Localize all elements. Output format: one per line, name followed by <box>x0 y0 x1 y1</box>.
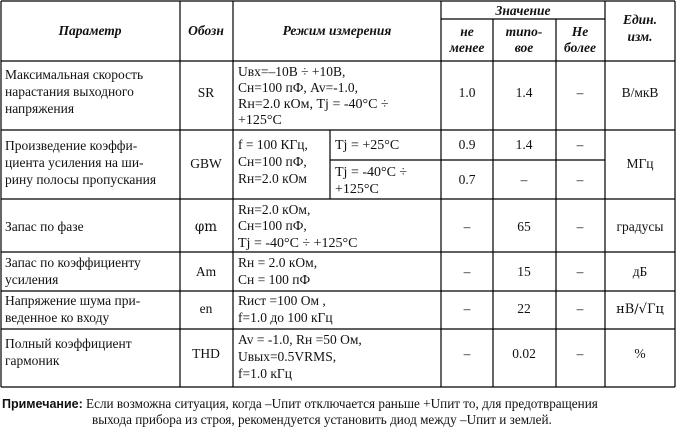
header-max-2: более <box>564 40 596 55</box>
row-en-symbol: en <box>199 301 213 316</box>
header-typ-1: типо- <box>505 24 543 39</box>
row-thd-param-2: гармоник <box>5 353 60 368</box>
row-gbw-cond-2a: Tj = -40°C ÷ <box>335 165 408 180</box>
row-en-mode-1: Rист =100 Ом , <box>238 293 326 308</box>
row-en-unit: нВ/√Гц <box>616 302 664 317</box>
row-pm-min: – <box>463 219 471 234</box>
row-gbw-symbol: GBW <box>190 156 222 171</box>
row-gbw-mode-3: Rн=2.0 кОм <box>238 171 307 186</box>
footnote-line-1 <box>2 396 678 412</box>
row-pm-mode-1: Rн=2.0 кОм, <box>238 202 311 217</box>
row-gbw-typ-1: 1.4 <box>515 137 533 152</box>
row-gbw-mode-2: Cн=100 пФ, <box>238 154 307 169</box>
row-thd-mode-3: f=1.0 кГц <box>238 366 292 381</box>
row-gbw-cond-2b: +125°C <box>335 182 379 197</box>
header-max-1: Не <box>571 24 589 39</box>
row-sr-mode-1: Uвх=–10В ÷ +10В, <box>238 64 346 79</box>
footnote <box>2 396 678 428</box>
row-en-min: – <box>463 301 471 316</box>
header-typ-2: вое <box>514 40 534 55</box>
header-param: Параметр <box>58 23 122 38</box>
row-thd-mode-2: Uвых=0.5VRMS, <box>238 349 337 364</box>
row-sr-min: 1.0 <box>458 85 476 100</box>
row-am-min: – <box>463 264 471 279</box>
row-gbw-typ-2: – <box>520 172 528 187</box>
row-sr-param-1: Максимальная скорость <box>5 67 144 82</box>
row-sr-mode-2: Cн=100 пФ, Av=-1.0, <box>238 80 358 95</box>
header-value: Значение <box>495 3 551 18</box>
row-thd-min: – <box>463 346 471 361</box>
row-am-mode-2: Cн = 100 пФ <box>238 272 311 287</box>
row-pm-unit: градусы <box>616 219 664 234</box>
row-am-unit: дБ <box>632 264 648 279</box>
row-en-param-2: веденное ко входу <box>5 310 110 325</box>
row-am-max: – <box>576 264 584 279</box>
row-gbw-max-2: – <box>576 172 584 187</box>
row-thd-unit: % <box>634 346 646 361</box>
row-am-typ: 15 <box>517 264 531 279</box>
row-sr-mode-4: +125°C <box>238 113 282 128</box>
row-am-param-1: Запас по коэффициенту <box>5 255 141 270</box>
footnote-label: Примечание: <box>2 397 83 411</box>
row-gbw-param-3: рину полосы пропускания <box>5 172 157 187</box>
row-gbw-param-1: Произведение коэффи- <box>5 138 138 153</box>
row-sr-unit: В/мкВ <box>621 85 659 100</box>
footnote-text-1: Если возможна ситуация, когда –Uпит отключается раньше +Uпит то, для предотвращения <box>86 396 598 411</box>
header-min-2: менее <box>449 40 485 55</box>
row-sr-param-3: напряжения <box>5 101 75 116</box>
row-sr-max: – <box>576 85 584 100</box>
header-unit-2: изм. <box>627 29 653 44</box>
row-thd-typ: 0.02 <box>512 346 536 361</box>
row-gbw-param-2: циента усиления на ши- <box>5 155 144 170</box>
row-gbw-mode-1: f = 100 КГц, <box>238 137 308 152</box>
row-en-typ: 22 <box>517 301 531 316</box>
row-sr-param-2: нарастания выходного <box>5 84 134 99</box>
row-pm-mode-3: Tj = -40°C ÷ +125°C <box>238 236 358 251</box>
row-sr-mode-3: Rн=2.0 кОм, Tj = -40°C ÷ <box>238 97 389 112</box>
row-en-max: – <box>576 301 584 316</box>
header-min-1: не <box>460 24 474 39</box>
row-en-mode-2: f=1.0 до 100 кГц <box>238 310 333 325</box>
row-thd-mode-1: Av = -1.0, Rн =50 Ом, <box>238 332 362 347</box>
row-sr-symbol: SR <box>197 85 215 100</box>
row-gbw-max-1: – <box>576 137 584 152</box>
row-pm-typ: 65 <box>517 219 531 234</box>
header-symbol: Обозн <box>188 23 224 38</box>
row-pm-max: – <box>576 219 584 234</box>
footnote-text-2: выхода прибора из строя, рекомендуется установить диод между –Uпит и землей. <box>92 412 552 427</box>
row-gbw-cond-1: Tj = +25°C <box>335 138 400 153</box>
header-mode: Режим измерения <box>282 23 392 38</box>
footnote-line-2 <box>2 412 678 428</box>
row-thd-symbol: THD <box>192 346 220 361</box>
row-pm-param-1: Запас по фазе <box>5 219 84 234</box>
row-am-mode-1: Rн = 2.0 кОм, <box>238 255 318 270</box>
row-pm-mode-2: Cн=100 пФ, <box>238 218 307 233</box>
row-sr-typ: 1.4 <box>515 85 533 100</box>
header-unit-1: Един. <box>622 12 658 27</box>
row-en-param-1: Напряжение шума при- <box>5 293 141 308</box>
row-am-param-2: усиления <box>5 272 59 287</box>
row-am-symbol: Am <box>195 264 217 279</box>
row-gbw-unit: МГц <box>626 156 654 171</box>
row-thd-max: – <box>576 346 584 361</box>
row-gbw-min-2: 0.7 <box>458 172 476 187</box>
row-pm-symbol: φm <box>194 219 218 235</box>
row-thd-param-1: Полный коэффициент <box>5 336 132 351</box>
row-gbw-min-1: 0.9 <box>458 137 476 152</box>
